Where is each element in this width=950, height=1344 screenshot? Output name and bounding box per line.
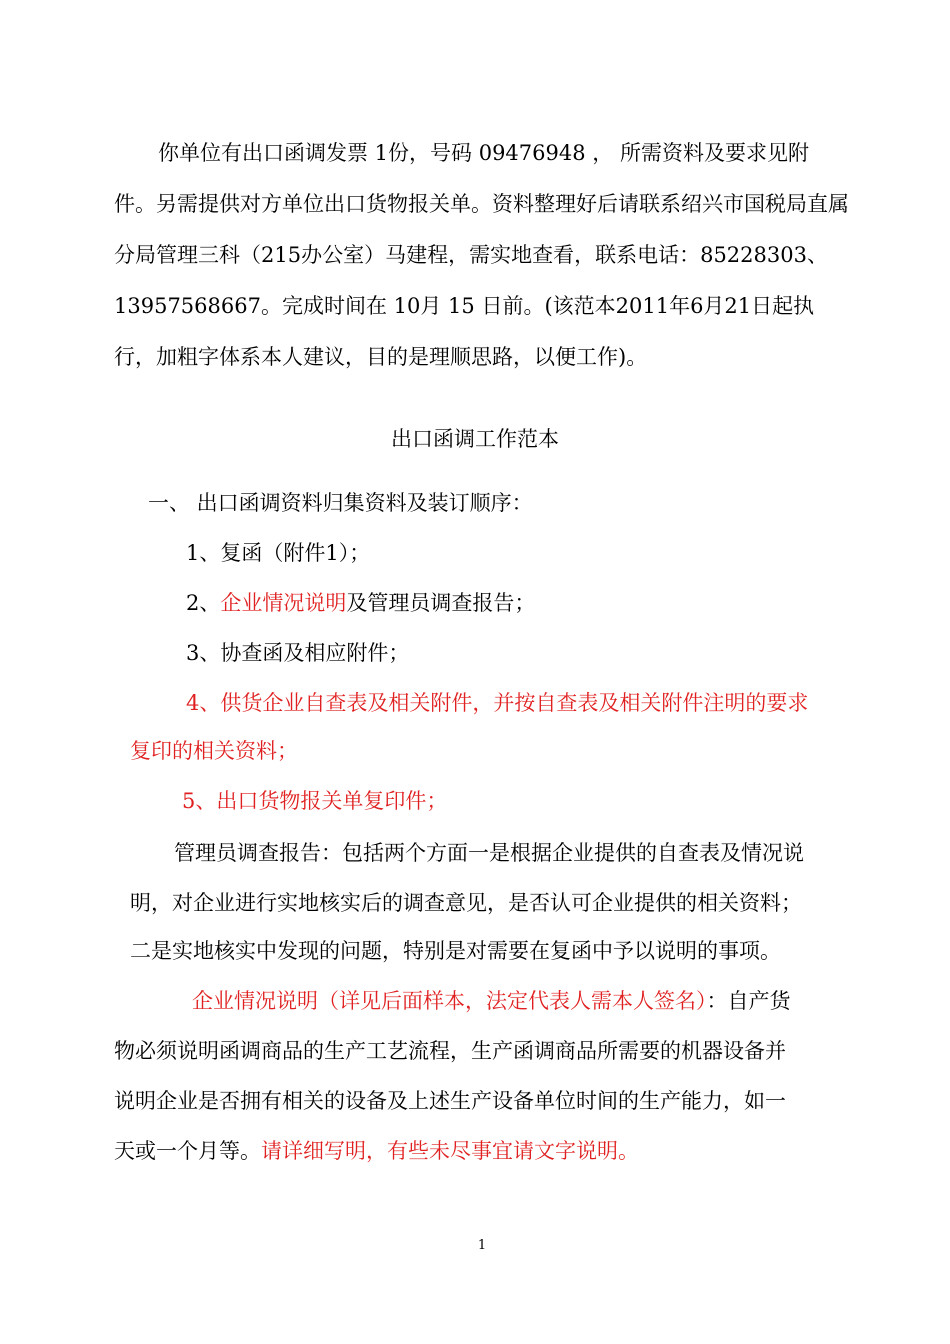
list-item: 5、出口货物报关单复印件； [182,789,448,813]
intro-paragraph: 你单位有出口函调发票 1份，号码 09476948 ， 所需资料及要求见附件。另需提供对方单位出口货物报关单。资料整理好后请联系绍兴市国税局直属分局管理三科（215办公室）马建程，需实地查看，联系电话：85228303、13957568667。完成时间在 10月 15 日前。(该范本2011年6月21日起执行，加粗字体系本人建议，目的是理顺思路，以便工作)。 [114,141,849,369]
item-text: 复函（附件1）； [220,541,371,565]
item-number: 1、 [186,541,221,565]
list-item [186,528,370,579]
item-highlight: 企业情况说明 [220,591,347,615]
company-line [192,976,791,1027]
report-line: 明，对企业进行实地核实后的调查意见，是否认可企业提供的相关资料； [130,891,802,915]
report-line: 管理员调查报告：包括两个方面一是根据企业提供的自查表及情况说 [174,841,804,865]
company-line: 说明企业是否拥有相关的设备及上述生产设备单位时间的生产能力，如一 [114,1089,786,1113]
item-text: 及管理员调查报告； [346,591,536,615]
company-highlight: 企业情况说明（详见后面样本，法定代表人需本人签名） [192,989,707,1013]
company-text: ：自产货 [706,989,791,1013]
company-text: 天或一个月等。 [114,1139,261,1163]
item-number: 2、 [186,591,221,615]
item-text: 协查函及相应附件； [220,641,410,665]
list-item-continued: 复印的相关资料； [130,739,298,763]
report-line: 二是实地核实中发现的问题，特别是对需要在复函中予以说明的事项。 [130,939,781,963]
list-item [186,628,409,679]
list-item [186,578,535,629]
item-number: 3、 [186,641,221,665]
company-highlight: 请详细写明，有些未尽事宜请文字说明。 [261,1139,639,1163]
section-heading: 一、 出口函调资料归集资料及装订顺序： [148,491,533,515]
company-line: 物必须说明函调商品的生产工艺流程，生产函调商品所需要的机器设备并 [114,1039,786,1063]
list-item: 4、供货企业自查表及相关附件，并按自查表及相关附件注明的要求 [186,691,809,715]
page-number: 1 [477,1238,487,1253]
company-line [114,1126,639,1177]
page-title: 出口函调工作范本 [391,427,559,451]
